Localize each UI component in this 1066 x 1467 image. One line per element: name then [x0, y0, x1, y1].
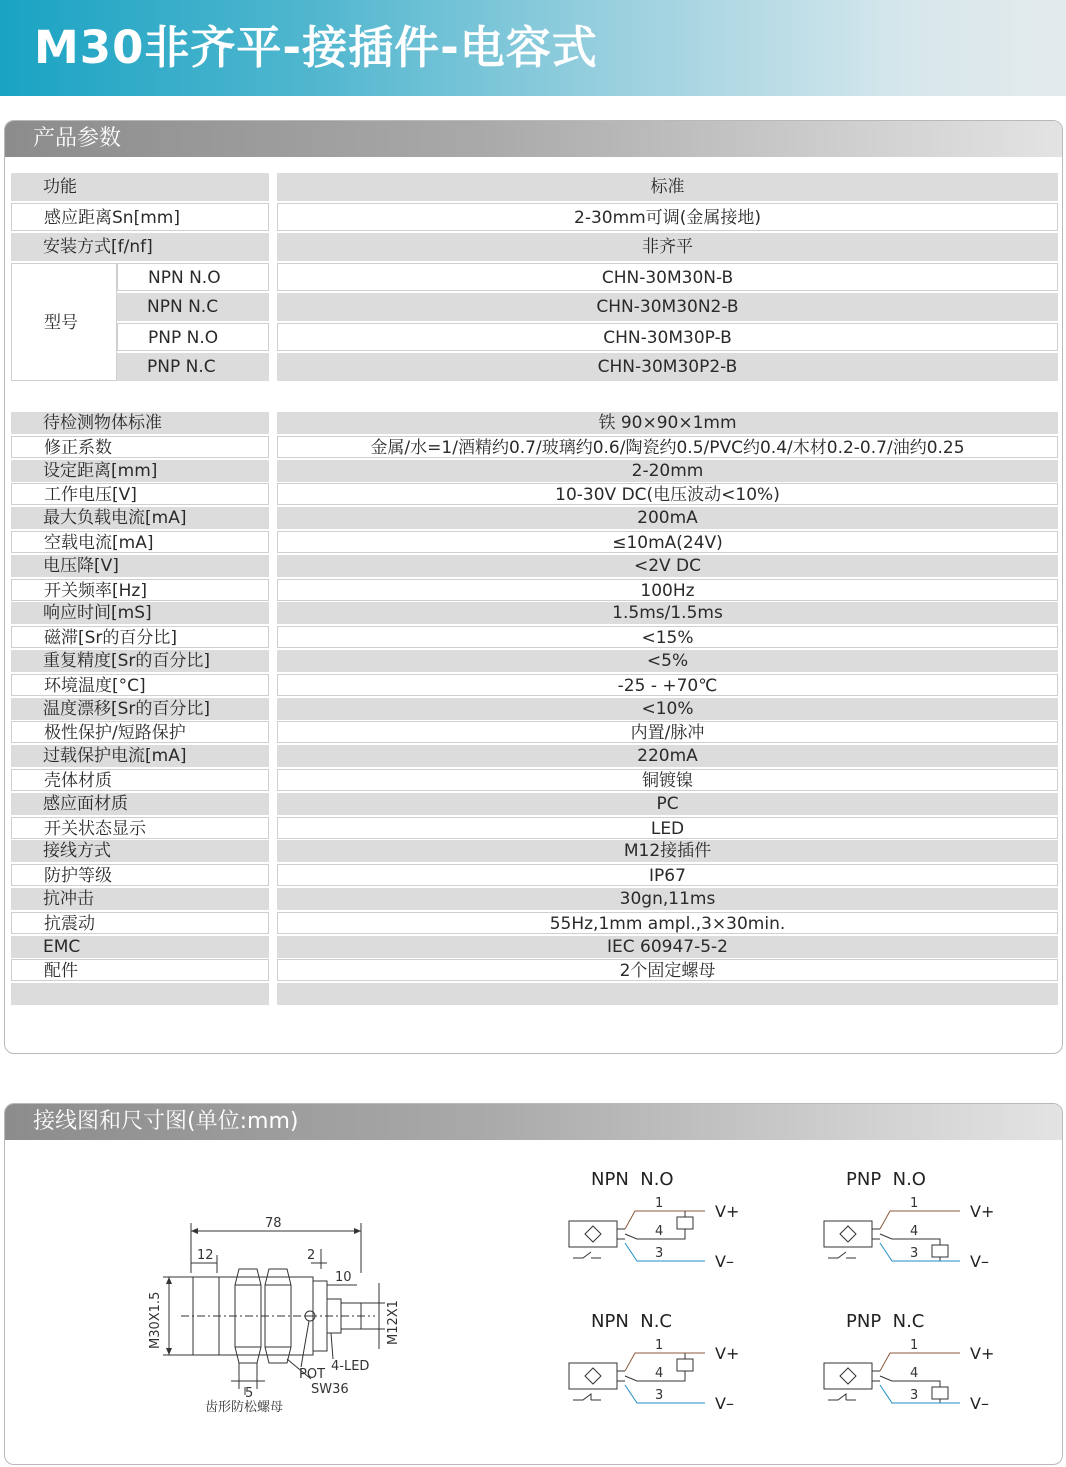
led-label: 4-LED: [331, 1359, 370, 1374]
spec-label: 防护等级: [11, 864, 269, 886]
params-section-title: 产品参数: [33, 126, 122, 151]
model-table-label: 安装方式[f/nf]: [11, 233, 269, 261]
spec-label: 感应面材质: [11, 793, 269, 815]
wiring-title-unit: (单位:mm): [187, 1109, 299, 1134]
spec-label: 待检测物体标准: [11, 412, 269, 434]
dim-2-label: 2: [307, 1248, 316, 1263]
pin-3-label: 3: [655, 1246, 664, 1261]
wiring-diagram-pnp-no: [820, 1167, 1030, 1287]
spec-label: 抗冲击: [11, 888, 269, 910]
spec-value: 30gn,11ms: [277, 888, 1058, 910]
model-type: PNP N.C: [117, 353, 269, 381]
model-table-label: 功能: [11, 173, 269, 201]
pin-1-label: 1: [655, 1338, 664, 1353]
model-table-value: 标准: [277, 173, 1058, 201]
model-code: CHN-30M30N2-B: [277, 293, 1058, 321]
nut-note-label: 齿形防松螺母: [205, 1400, 284, 1415]
vminus-label: V–: [970, 1394, 989, 1413]
spec-value: LED: [277, 817, 1058, 839]
spec-value: -25 - +70℃: [277, 674, 1058, 696]
model-code: CHN-30M30P-B: [277, 323, 1058, 351]
spec-label: [11, 983, 269, 1005]
spec-label: 配件: [11, 959, 269, 981]
pin-1-label: 1: [655, 1196, 664, 1211]
wiring-title: NPN N.C: [591, 1311, 672, 1332]
pin-3-label: 3: [910, 1388, 919, 1403]
spec-label: 壳体材质: [11, 769, 269, 791]
params-panel-header: [5, 121, 1062, 157]
dimension-drawing: [135, 1209, 415, 1429]
spec-label: 开关频率[Hz]: [11, 579, 269, 601]
model-table-value: 非齐平: [277, 233, 1058, 261]
model-type: PNP N.O: [117, 323, 269, 351]
pin-4-label: 4: [655, 1366, 664, 1381]
spec-value: 55Hz,1mm ampl.,3×30min.: [277, 912, 1058, 934]
spec-label: 重复精度[Sr的百分比]: [11, 650, 269, 672]
pin-3-label: 3: [655, 1388, 664, 1403]
pin-1-label: 1: [910, 1196, 919, 1211]
spec-value: 10-30V DC(电压波动<10%): [277, 483, 1058, 505]
spec-value: 内置/脉冲: [277, 721, 1058, 743]
spec-value: 1.5ms/1.5ms: [277, 602, 1058, 624]
wiring-title: PNP N.C: [846, 1311, 925, 1332]
model-table-label: 感应距离Sn[mm]: [11, 203, 269, 231]
spec-value: 200mA: [277, 507, 1058, 529]
spec-label: 响应时间[mS]: [11, 602, 269, 624]
spec-label: 设定距离[mm]: [11, 460, 269, 482]
spec-value: 100Hz: [277, 579, 1058, 601]
wiring-title: PNP N.O: [846, 1169, 926, 1190]
spec-label: 最大负载电流[mA]: [11, 507, 269, 529]
wiring-panel: [4, 1103, 1063, 1465]
wiring-section-title: [33, 1107, 298, 1137]
wiring-diagram-npn-no: [565, 1167, 775, 1287]
spec-label: 抗震动: [11, 912, 269, 934]
spec-value: <5%: [277, 650, 1058, 672]
vplus-label: V+: [715, 1344, 740, 1363]
spec-value: 2个固定螺母: [277, 959, 1058, 981]
spec-value: IP67: [277, 864, 1058, 886]
spec-value: PC: [277, 793, 1058, 815]
model-type: NPN N.C: [117, 293, 269, 321]
spec-value: 220mA: [277, 745, 1058, 767]
spec-label: 开关状态显示: [11, 817, 269, 839]
vplus-label: V+: [970, 1202, 995, 1221]
spec-label: EMC: [11, 936, 269, 958]
spec-label: 工作电压[V]: [11, 483, 269, 505]
thread-body-label: M30X1.5: [148, 1291, 163, 1349]
spec-value: [277, 983, 1058, 1005]
spec-value: ≤10mA(24V): [277, 531, 1058, 553]
dim-5-label: 5: [245, 1386, 254, 1401]
spec-label: 过载保护电流[mA]: [11, 745, 269, 767]
spec-label: 修正系数: [11, 436, 269, 458]
spec-label: 极性保护/短路保护: [11, 721, 269, 743]
dim-10-label: 10: [335, 1270, 352, 1285]
model-code: CHN-30M30N-B: [277, 263, 1058, 291]
spec-label: 磁滞[Sr的百分比]: [11, 626, 269, 648]
vminus-label: V–: [715, 1394, 734, 1413]
spec-value: <2V DC: [277, 555, 1058, 577]
model-code: CHN-30M30P2-B: [277, 353, 1058, 381]
pin-4-label: 4: [910, 1224, 919, 1239]
thread-connector-label: M12X1: [386, 1300, 401, 1345]
wiring-diagram-npn-nc: [565, 1309, 775, 1429]
title-banner: [0, 0, 1066, 96]
wiring-title-text: 接线图和尺寸图: [33, 1109, 188, 1134]
vplus-label: V+: [970, 1344, 995, 1363]
pin-3-label: 3: [910, 1246, 919, 1261]
wiring-diagram-pnp-nc: [820, 1309, 1030, 1429]
spec-value: M12接插件: [277, 840, 1058, 862]
spec-value: <15%: [277, 626, 1058, 648]
pot-label: POT: [299, 1367, 326, 1382]
vminus-label: V–: [715, 1252, 734, 1271]
model-type: NPN N.O: [117, 263, 269, 291]
wiring-panel-header: [5, 1104, 1062, 1140]
vminus-label: V–: [970, 1252, 989, 1271]
params-panel: [4, 120, 1063, 1054]
spec-value: <10%: [277, 698, 1058, 720]
spec-value: IEC 60947-5-2: [277, 936, 1058, 958]
model-table-value: 2-30mm可调(金属接地): [277, 203, 1058, 231]
page-title: M30非齐平-接插件-电容式: [34, 21, 598, 74]
pin-4-label: 4: [910, 1366, 919, 1381]
dim-78-label: 78: [265, 1216, 282, 1231]
vplus-label: V+: [715, 1202, 740, 1221]
wiring-title: NPN N.O: [591, 1169, 674, 1190]
pin-4-label: 4: [655, 1224, 664, 1239]
spec-label: 空载电流[mA]: [11, 531, 269, 553]
dim-12-label: 12: [197, 1248, 214, 1263]
model-label: 型号: [11, 263, 117, 381]
pin-1-label: 1: [910, 1338, 919, 1353]
spec-value: 铁 90×90×1mm: [277, 412, 1058, 434]
spec-label: 接线方式: [11, 840, 269, 862]
spec-label: 环境温度[°C]: [11, 674, 269, 696]
spec-label: 温度漂移[Sr的百分比]: [11, 698, 269, 720]
wrench-size-label: SW36: [311, 1382, 349, 1397]
spec-label: 电压降[V]: [11, 555, 269, 577]
spec-value: 金属/水=1/酒精约0.7/玻璃约0.6/陶瓷约0.5/PVC约0.4/木材0.2-0.7/油约0.25: [277, 436, 1058, 458]
spec-value: 2-20mm: [277, 460, 1058, 482]
spec-value: 铜镀镍: [277, 769, 1058, 791]
